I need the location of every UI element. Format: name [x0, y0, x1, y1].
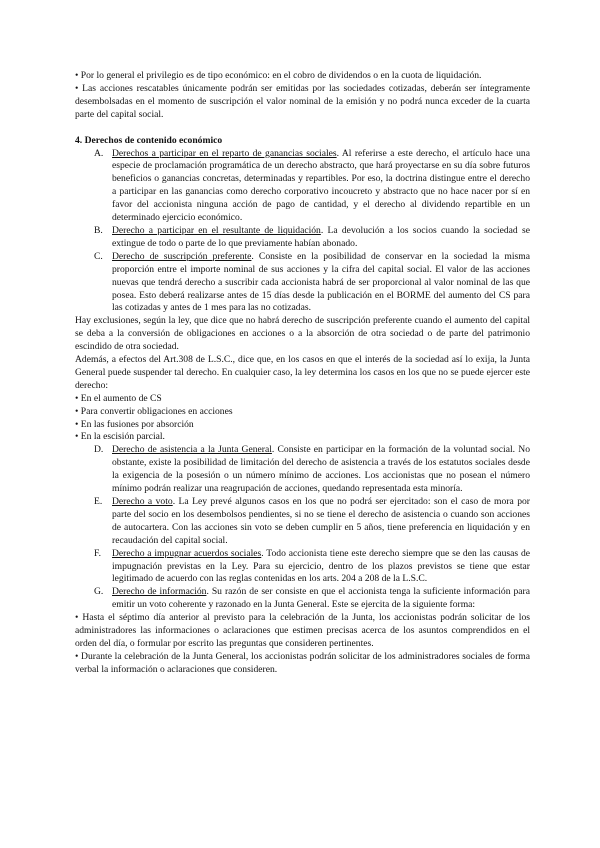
- rights-list-first: [75, 148, 530, 316]
- info-bullet-1: • Hasta el séptimo día anterior al previsto para la celebración de la Junta, los accionistas podrán solicitar de los administradores las informaciones o aclaraciones que estimen precisas acerca de los asuntos comprendidos en el orden del día, o formular por escrito las preguntas que consideren pertinentes.: [75, 612, 530, 649]
- right-item-f: [75, 548, 530, 587]
- right-title: Derecho a participar en el resultante de liquidación: [112, 224, 321, 236]
- right-text: . Al referirse a este derecho, el artículo hace una especie de proclamación programática de un derecho abstracto, que hará proyectarse en su día sobre futuros beneficios o ganancias concretas, determinadas y repartibles. Por eso, la doctrina distingue entre el derecho a participar en las ganancias como derecho corporativo incoucreto y abstracto que no hace nacer por sí en favor del accionista ninguna acción de pago de cantidad, y el derecho al dividendo repartible en un determinado ejercicio económico.: [112, 147, 530, 224]
- right-marker: F.: [94, 547, 101, 559]
- right-text: . Todo accionista tiene este derecho siempre que se den las causas de impugnación previstas en la Ley. Para su ejercicio, dentro de los plazos previstos se tiene que estar legitimado de acuerdo con las reglas contenidas en los arts. 204 a 208 de la L.S.C.: [112, 547, 530, 585]
- right-marker: B.: [94, 224, 103, 236]
- right-marker: D.: [94, 444, 104, 456]
- intro-bullet-2: • Las acciones rescatables únicamente podrán ser emitidas por las sociedades cotizadas, deberán ser íntegramente desembolsadas en el momento de suscripción el valor nominal de la emisión y no podrá nunca exceder de la cuarta parte del capital social.: [75, 82, 530, 120]
- info-bullet-2: • Durante la celebración de la Junta General, los accionistas podrán solicitar de los administradores sociales de forma verbal la información o aclaraciones que consideren.: [75, 650, 530, 675]
- case-bullet-2: • Para convertir obligaciones en acciones: [75, 405, 233, 417]
- right-item-b: [75, 225, 530, 251]
- right-item-c: [75, 251, 530, 316]
- right-text: . Consiste en participar en la formación de la voluntad social. No obstante, existe la posibilidad de limitación del derecho de asistencia a través de los estatutos sociales desde la exigencia de la posesión o un número mínimo de acciones. Los accionistas que no posean el número mínimo podrán realizar una reagrupación de acciones, quedando representada esta minoría.: [112, 444, 530, 495]
- right-title: Derecho de suscripción preferente: [112, 250, 252, 262]
- right-item-g: [75, 586, 530, 612]
- right-text: . Consiste en la posibilidad de conservar en la sociedad la misma proporción entre el importe nominal de sus acciones y la cifra del capital social. El valor de las acciones nuevas que tendrá derecho a suscribir cada accionista habrá de ser proporcional al valor nominal de las que posea. Esto deberá realizarse antes de 15 días desde la publicación en el BORME del aumento del CS para las cotizadas y antes de 1 mes para las no cotizadas.: [112, 250, 530, 314]
- paragraph-art308: Además, a efectos del Art.308 de L.S.C., dice que, en los casos en que el interés de la sociedad así lo exija, la Junta General puede suspender tal derecho. En cualquier caso, la ley determina los casos en los que no se puede ejercer este derecho:: [75, 354, 530, 391]
- section-title: 4. Derechos de contenido económico: [75, 134, 223, 146]
- rights-list-second: [75, 444, 530, 612]
- spacer: [75, 122, 530, 135]
- right-text: . La Ley prevé algunos casos en los que no podrá ser ejercitado: son el caso de mora por parte del socio en los desembolsos pendientes, si no se tiene el derecho de asistencia o cuando son acciones de autocartera. Con las acciones sin voto se deben cumplir en 5 años, tiene preferencia en liquidación y en recaudación del capital social.: [112, 496, 530, 546]
- right-title: Derecho de información: [112, 586, 207, 598]
- right-item-a: [75, 148, 530, 225]
- right-marker: G.: [94, 586, 104, 598]
- right-title: Derecho de asistencia a la Junta General: [112, 444, 272, 456]
- paragraph-exclusions: Hay exclusiones, según la ley, que dice que no habrá derecho de suscripción preferente cuando el aumento del capital se deba a la conversión de obligaciones en acciones o a la absorción de otra sociedad o de parte del patrimonio escindido de otra sociedad.: [75, 315, 530, 353]
- case-bullet-3: • En las fusiones por absorción: [75, 418, 194, 430]
- intro-bullet-1: • Por lo general el privilegio es de tipo económico: en el cobro de dividendos o en la cuota de liquidación.: [75, 70, 482, 81]
- right-marker: C.: [94, 250, 103, 262]
- case-bullet-4: • En la escisión parcial.: [75, 431, 165, 443]
- right-title: Derechos a participar en el reparto de ganancias sociales: [112, 147, 337, 159]
- document-page: [75, 70, 530, 677]
- right-item-d: [75, 444, 530, 496]
- right-marker: A.: [94, 147, 104, 159]
- case-bullet-1: • En el aumento de CS: [75, 392, 162, 404]
- right-marker: E.: [94, 496, 103, 507]
- right-title: Derecho a impugnar acuerdos sociales: [112, 547, 262, 559]
- right-title: Derecho a voto: [112, 496, 173, 507]
- right-text: . Su razón de ser consiste en que el accionista tenga la suficiente información para emitir un voto coherente y razonado en la Junta General. Este se ejercita de la siguiente forma:: [112, 586, 530, 611]
- right-text: . La devolución a los socios cuando la sociedad se extingue de todo o parte de lo que previamente habían abonado.: [112, 224, 530, 249]
- right-item-e: [75, 496, 530, 548]
